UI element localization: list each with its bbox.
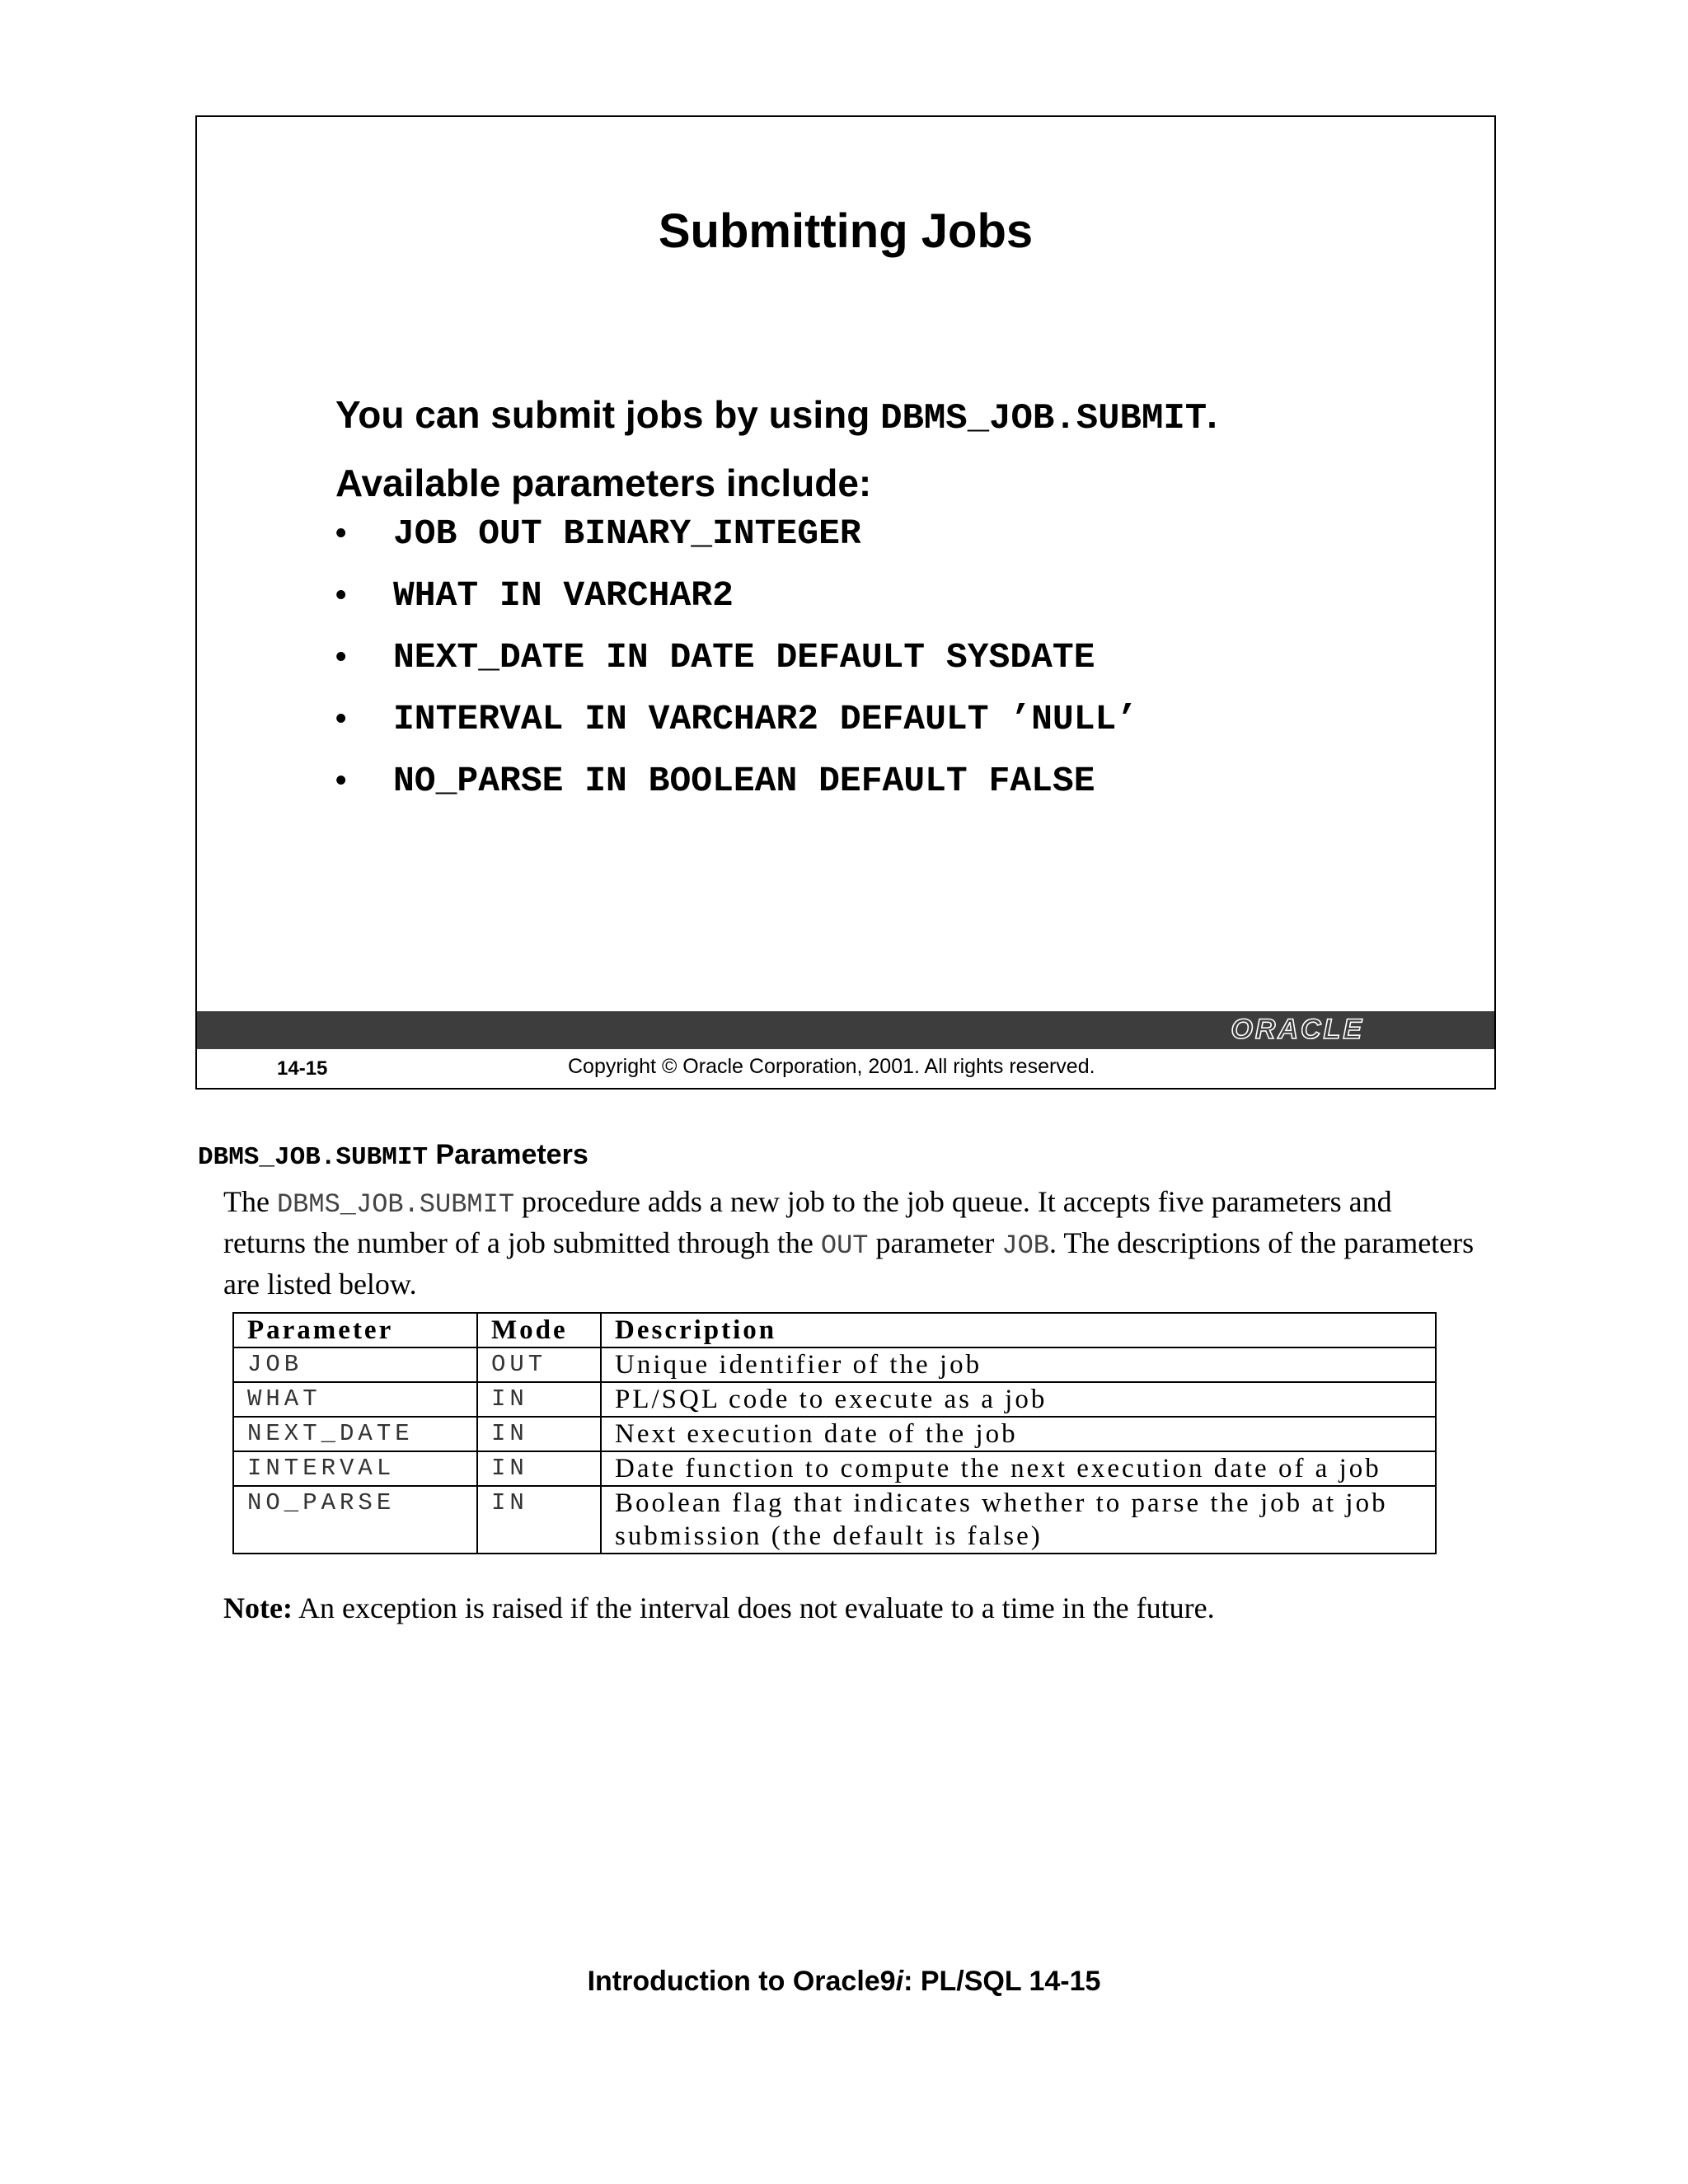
note: [223, 1591, 1215, 1625]
description-paragraph: [223, 1183, 1476, 1303]
cell-mode: IN: [477, 1417, 601, 1451]
table-row: [233, 1486, 1436, 1554]
bullet-item: [335, 503, 1137, 565]
para-text: parameter: [868, 1226, 1002, 1259]
slide-number: 14-15: [277, 1057, 328, 1080]
bullet-text: WHAT IN VARCHAR2: [393, 575, 734, 616]
table-row: [233, 1451, 1436, 1486]
section-heading-code: DBMS_JOB.SUBMIT: [198, 1143, 429, 1172]
column-header-description: Description: [601, 1313, 1436, 1347]
intro-code: DBMS_JOB.SUBMIT: [880, 398, 1207, 439]
bullet-text: JOB OUT BINARY_INTEGER: [393, 513, 861, 554]
para-text: procedure adds a new job to the job queue. It accepts five parameters and returns the number of a job submitted through the: [223, 1185, 1392, 1259]
table-row: [233, 1347, 1436, 1382]
intro-suffix: .: [1207, 393, 1217, 436]
intro-line-2: Available parameters include:: [335, 462, 872, 504]
cell-description: Unique identifier of the job: [601, 1347, 1436, 1382]
bullet-dot: •: [335, 578, 347, 612]
section-heading: [198, 1139, 588, 1172]
bullet-dot: •: [335, 516, 347, 551]
cell-parameter: NO_PARSE: [233, 1486, 477, 1554]
cell-mode: IN: [477, 1451, 601, 1486]
slide-title: Submitting Jobs: [658, 204, 1034, 258]
table-row: [233, 1382, 1436, 1417]
bullet-dot: •: [335, 701, 347, 736]
parameter-bullet-list: [335, 503, 1137, 812]
cell-mode: OUT: [477, 1347, 601, 1382]
slide-frame: [195, 115, 1496, 1090]
oracle-logo: ORACLE: [1231, 1014, 1364, 1045]
para-code: DBMS_JOB.SUBMIT: [276, 1189, 515, 1220]
footer-italic: i: [895, 1966, 904, 1997]
cell-mode: IN: [477, 1382, 601, 1417]
cell-parameter: WHAT: [233, 1382, 477, 1417]
note-label: Note:: [223, 1591, 293, 1624]
table-header-row: [233, 1313, 1436, 1347]
cell-parameter: NEXT_DATE: [233, 1417, 477, 1451]
bullet-item: [335, 626, 1137, 688]
footer-text: : PL/SQL 14-15: [903, 1966, 1101, 1997]
bullet-dot: •: [335, 763, 347, 798]
cell-description: Boolean flag that indicates whether to parse the job at job submission (the default is false): [601, 1486, 1436, 1554]
bullet-text: NO_PARSE IN BOOLEAN DEFAULT FALSE: [393, 761, 1095, 801]
copyright-text: Copyright © Oracle Corporation, 2001. All rights reserved.: [568, 1055, 1095, 1078]
cell-parameter: JOB: [233, 1347, 477, 1382]
intro-line-1: [335, 382, 1217, 451]
cell-parameter: INTERVAL: [233, 1451, 477, 1486]
bullet-text: INTERVAL IN VARCHAR2 DEFAULT ’NULL’: [393, 699, 1138, 739]
parameters-table: [232, 1312, 1437, 1554]
section-heading-text: Parameters: [428, 1139, 588, 1170]
column-header-mode: Mode: [477, 1313, 601, 1347]
column-header-parameter: Parameter: [233, 1313, 477, 1347]
para-text: . The descriptions of the parameters are listed below.: [223, 1226, 1475, 1301]
cell-description: Next execution date of the job: [601, 1417, 1436, 1451]
para-text: The: [223, 1185, 277, 1218]
intro-prefix: You can submit jobs by using: [335, 393, 881, 436]
page-footer: [0, 1966, 1688, 1998]
slide-footer-bar: [197, 1011, 1494, 1049]
bullet-dot: •: [335, 640, 347, 674]
cell-description: PL/SQL code to execute as a job: [601, 1382, 1436, 1417]
table-row: [233, 1417, 1436, 1451]
cell-mode: IN: [477, 1486, 601, 1554]
bullet-text: NEXT_DATE IN DATE DEFAULT SYSDATE: [393, 637, 1095, 677]
cell-description: Date function to compute the next execution date of a job: [601, 1451, 1436, 1486]
bullet-item: [335, 565, 1137, 626]
bullet-item: [335, 750, 1137, 812]
bullet-item: [335, 688, 1137, 750]
slide-intro: [335, 382, 1217, 515]
para-code: OUT: [820, 1230, 869, 1261]
note-text: An exception is raised if the interval does not evaluate to a time in the future.: [292, 1591, 1215, 1624]
footer-text: Introduction to Oracle9: [587, 1966, 896, 1997]
para-code: JOB: [1001, 1230, 1049, 1261]
